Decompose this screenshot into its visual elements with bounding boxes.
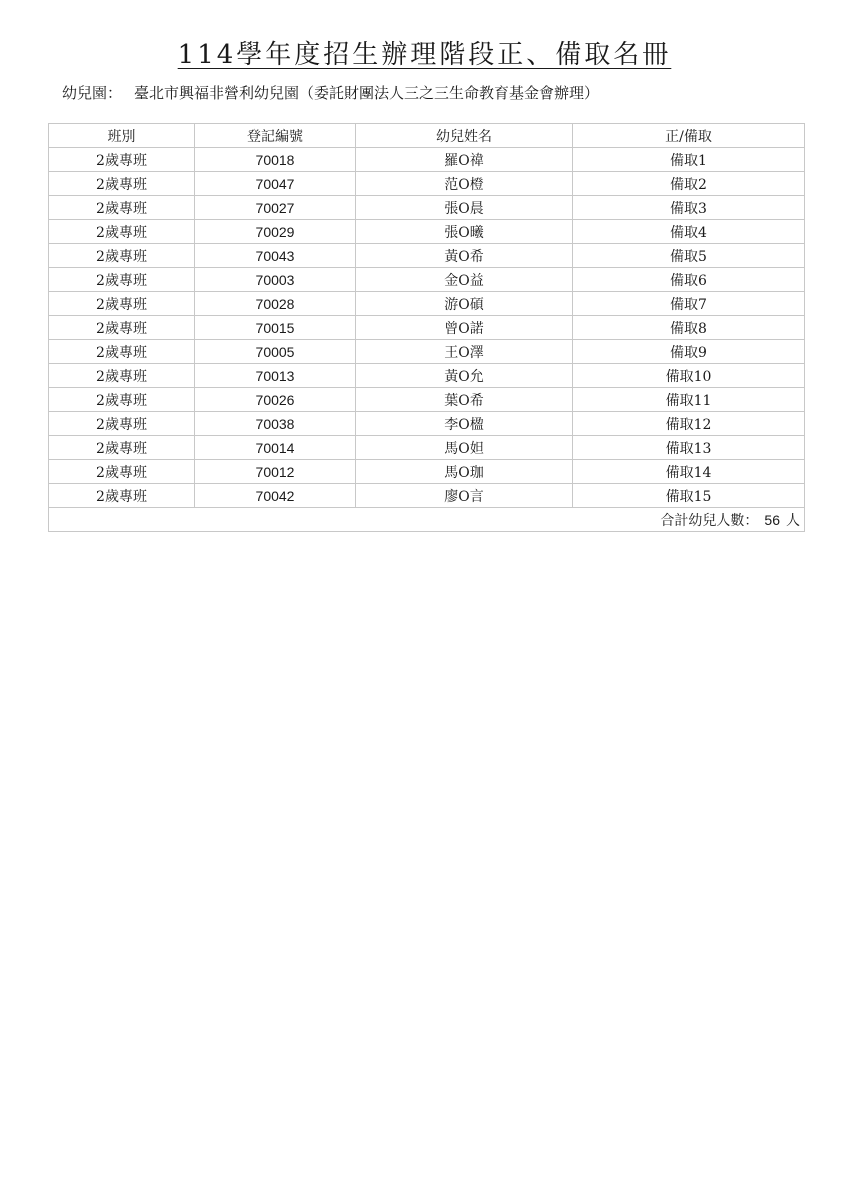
cell-class: 2歲專班 [49, 244, 195, 268]
cell-registration-number: 70043 [195, 244, 356, 268]
cell-child-name: 廖O言 [356, 484, 573, 508]
cell-child-name: 王O澤 [356, 340, 573, 364]
cell-admission-status: 備取4 [573, 220, 805, 244]
cell-class: 2歲專班 [49, 484, 195, 508]
cell-admission-status: 備取8 [573, 316, 805, 340]
table-row [49, 316, 805, 340]
table-row [49, 436, 805, 460]
total-count: 56 [764, 511, 780, 528]
cell-admission-status: 備取6 [573, 268, 805, 292]
table-row [49, 388, 805, 412]
total-label: 合計幼兒人數： [660, 512, 759, 529]
cell-class: 2歲專班 [49, 364, 195, 388]
cell-registration-number: 70047 [195, 172, 356, 196]
cell-admission-status: 備取7 [573, 292, 805, 316]
cell-admission-status: 備取3 [573, 196, 805, 220]
cell-class: 2歲專班 [49, 412, 195, 436]
table-row [49, 196, 805, 220]
header-admission-status: 正/備取 [573, 124, 805, 148]
cell-registration-number: 70003 [195, 268, 356, 292]
cell-registration-number: 70014 [195, 436, 356, 460]
cell-registration-number: 70027 [195, 196, 356, 220]
cell-class: 2歲專班 [49, 172, 195, 196]
cell-registration-number: 70038 [195, 412, 356, 436]
cell-class: 2歲專班 [49, 388, 195, 412]
table-row [49, 172, 805, 196]
cell-admission-status: 備取5 [573, 244, 805, 268]
header-child-name: 幼兒姓名 [356, 124, 573, 148]
cell-class: 2歲專班 [49, 292, 195, 316]
cell-admission-status: 備取14 [573, 460, 805, 484]
cell-child-name: 羅O禕 [356, 148, 573, 172]
table-row [49, 148, 805, 172]
cell-class: 2歲專班 [49, 220, 195, 244]
table-row [49, 412, 805, 436]
cell-child-name: 曾O諾 [356, 316, 573, 340]
table-header-row [49, 124, 805, 148]
cell-admission-status: 備取1 [573, 148, 805, 172]
cell-admission-status: 備取2 [573, 172, 805, 196]
cell-registration-number: 70028 [195, 292, 356, 316]
cell-class: 2歲專班 [49, 460, 195, 484]
cell-registration-number: 70012 [195, 460, 356, 484]
cell-registration-number: 70015 [195, 316, 356, 340]
total-unit: 人 [786, 512, 800, 529]
table-row [49, 460, 805, 484]
cell-registration-number: 70029 [195, 220, 356, 244]
page-title [0, 38, 849, 72]
cell-admission-status: 備取15 [573, 484, 805, 508]
roster-body [49, 148, 805, 508]
cell-child-name: 李O楹 [356, 412, 573, 436]
table-row [49, 484, 805, 508]
cell-registration-number: 70026 [195, 388, 356, 412]
roster-table [48, 123, 805, 532]
kindergarten-label: 幼兒園： [62, 84, 123, 102]
cell-child-name: 范O橙 [356, 172, 573, 196]
cell-registration-number: 70005 [195, 340, 356, 364]
cell-registration-number: 70042 [195, 484, 356, 508]
table-row [49, 268, 805, 292]
cell-child-name: 黃O希 [356, 244, 573, 268]
cell-child-name: 金O益 [356, 268, 573, 292]
table-row [49, 292, 805, 316]
cell-class: 2歲專班 [49, 340, 195, 364]
cell-child-name: 張O晨 [356, 196, 573, 220]
cell-class: 2歲專班 [49, 148, 195, 172]
total-cell [49, 508, 805, 532]
cell-child-name: 馬O妲 [356, 436, 573, 460]
cell-registration-number: 70018 [195, 148, 356, 172]
table-row [49, 364, 805, 388]
table-row [49, 340, 805, 364]
kindergarten-info [62, 82, 599, 104]
cell-class: 2歲專班 [49, 268, 195, 292]
cell-child-name: 游O碩 [356, 292, 573, 316]
cell-admission-status: 備取13 [573, 436, 805, 460]
cell-class: 2歲專班 [49, 196, 195, 220]
cell-class: 2歲專班 [49, 436, 195, 460]
cell-child-name: 張O曦 [356, 220, 573, 244]
kindergarten-name: 臺北市興福非營利幼兒園（委託財團法人三之三生命教育基金會辦理） [134, 84, 600, 102]
cell-admission-status: 備取9 [573, 340, 805, 364]
table-row [49, 220, 805, 244]
cell-admission-status: 備取11 [573, 388, 805, 412]
cell-child-name: 葉O希 [356, 388, 573, 412]
cell-admission-status: 備取10 [573, 364, 805, 388]
total-row [49, 508, 805, 532]
table-row [49, 244, 805, 268]
cell-admission-status: 備取12 [573, 412, 805, 436]
cell-registration-number: 70013 [195, 364, 356, 388]
header-registration-number: 登記編號 [195, 124, 356, 148]
cell-child-name: 黃O允 [356, 364, 573, 388]
header-class: 班別 [49, 124, 195, 148]
page-title-text: 114學年度招生辦理階段正、備取名冊 [177, 40, 672, 70]
cell-child-name: 馬O珈 [356, 460, 573, 484]
cell-class: 2歲專班 [49, 316, 195, 340]
